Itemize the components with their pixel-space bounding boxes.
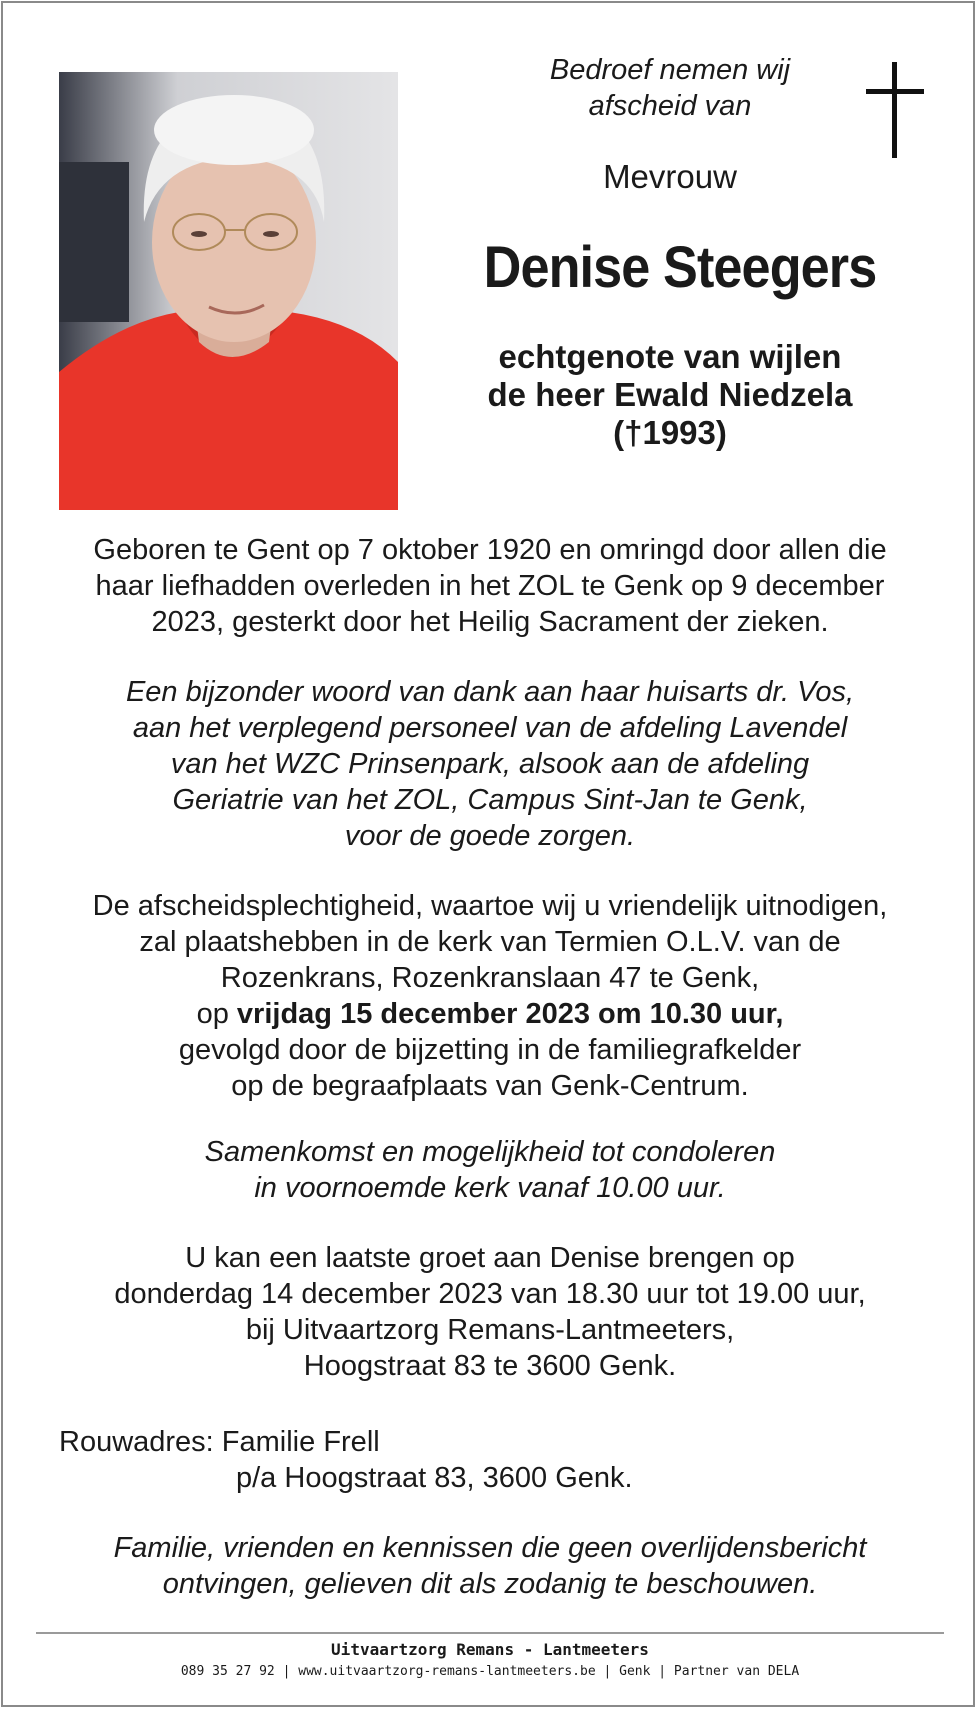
ceremony-datetime: vrijdag 15 december 2023 om 10.30 uur, <box>236 998 784 1030</box>
spouse-line: (†1993) <box>613 414 727 451</box>
text-line: Geboren te Gent op 7 oktober 1920 en omringd door allen die <box>93 534 887 566</box>
text-line <box>40 996 940 1032</box>
text-line: 2023, gesterkt door het Heilig Sacrament der zieken. <box>151 606 829 638</box>
text-line: U kan een laatste groet aan Denise brengen op <box>185 1242 795 1274</box>
text-line: Samenkomst en mogelijkheid tot condoleren <box>204 1136 776 1168</box>
text-line: donderdag 14 december 2023 van 18.30 uur tot 19.00 uur, <box>114 1278 866 1310</box>
text-line: van het WZC Prinsenpark, alsook aan de afdeling <box>170 748 810 780</box>
notice-paragraph <box>40 1530 940 1602</box>
portrait-photo <box>59 72 398 510</box>
text-line: Rozenkrans, Rozenkranslaan 47 te Genk, <box>220 962 760 994</box>
text-line: op de begraafplaats van Genk-Centrum. <box>231 1070 749 1102</box>
thanks-paragraph <box>40 674 940 854</box>
birth-paragraph <box>40 532 940 640</box>
funeral-company-info: 089 35 27 92 | www.uitvaartzorg-remans-lantmeeters.be | Genk | Partner van DELA <box>180 1664 800 1679</box>
intro-text <box>440 52 900 124</box>
condolence-paragraph <box>40 1134 940 1206</box>
text-line: Geriatrie van het ZOL, Campus Sint-Jan te Genk, <box>172 784 808 816</box>
mourning-address-line2: p/a Hoogstraat 83, 3600 Genk. <box>236 1462 633 1494</box>
deceased-name: Denise Steegers <box>483 235 877 300</box>
honorific: Mevrouw <box>603 158 737 195</box>
text-line: zal plaatshebben in de kerk van Termien O.L.V. van de <box>139 926 841 958</box>
visitation-paragraph <box>40 1240 940 1384</box>
text-line: in voornoemde kerk vanaf 10.00 uur. <box>254 1172 726 1204</box>
mourning-address: Rouwadres: Familie Frell <box>59 1426 380 1458</box>
text-line: Een bijzonder woord van dank aan haar huisarts dr. Vos, <box>125 676 855 708</box>
text-line: Hoogstraat 83 te 3600 Genk. <box>303 1350 677 1382</box>
text-line: aan het verplegend personeel van de afdeling Lavendel <box>132 712 848 744</box>
text-line: gevolgd door de bijzetting in de familiegrafkelder <box>178 1034 802 1066</box>
footer-divider <box>36 1632 944 1634</box>
spouse-info <box>440 338 900 452</box>
intro-line: Bedroef nemen wij <box>549 54 791 86</box>
text-line: voor de goede zorgen. <box>344 820 636 852</box>
spouse-line: de heer Ewald Niedzela <box>487 376 853 413</box>
text-line: haar liefhadden overleden in het ZOL te Genk op 9 december <box>95 570 885 602</box>
spouse-line: echtgenote van wijlen <box>498 338 842 375</box>
text-line: bij Uitvaartzorg Remans-Lantmeeters, <box>245 1314 735 1346</box>
text-prefix: op <box>196 998 229 1030</box>
funeral-company-name: Uitvaartzorg Remans - Lantmeeters <box>331 1640 649 1659</box>
intro-line: afscheid van <box>588 90 752 122</box>
cross-icon <box>866 62 924 158</box>
ceremony-paragraph <box>40 888 940 1104</box>
text-line: De afscheidsplechtigheid, waartoe wij u vriendelijk uitnodigen, <box>92 890 888 922</box>
text-line: Familie, vrienden en kennissen die geen overlijdensbericht <box>113 1532 867 1564</box>
text-line: ontvingen, gelieven dit als zodanig te beschouwen. <box>162 1568 818 1600</box>
